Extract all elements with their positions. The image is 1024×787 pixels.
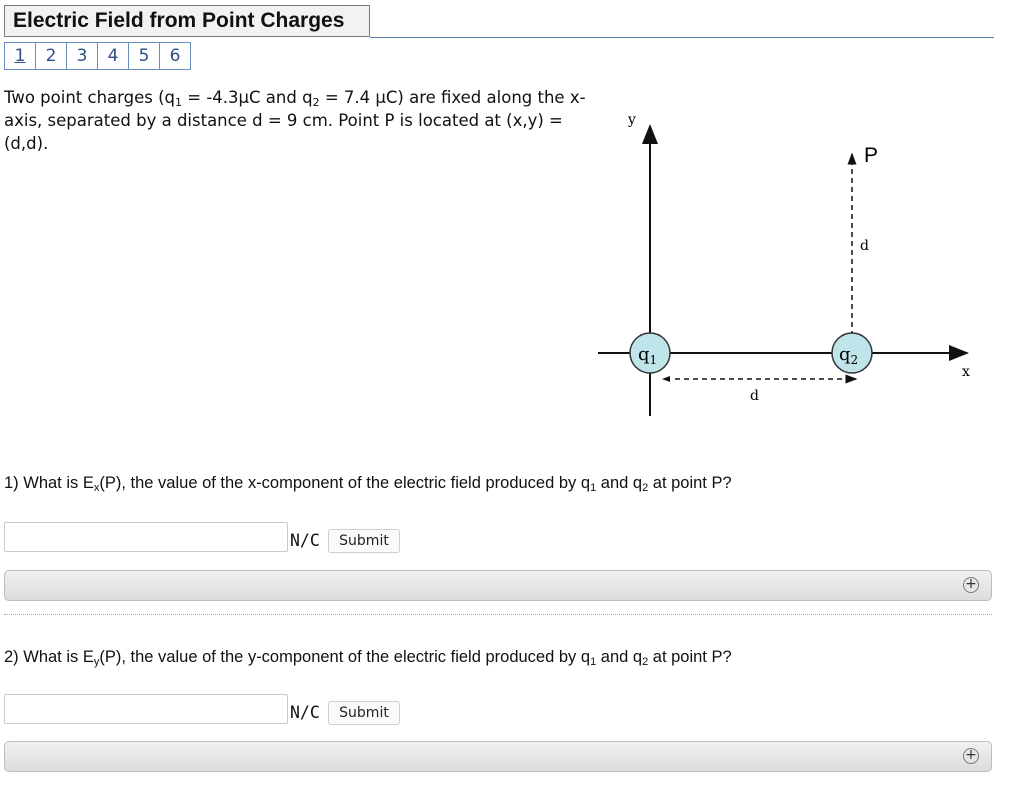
- question-1-sub-2: 2: [642, 482, 649, 494]
- question-2-text-d: at point P?: [648, 648, 732, 666]
- vertical-d-label: d: [860, 238, 869, 254]
- tab-5[interactable]: 5: [128, 42, 160, 70]
- question-1-text-d: at point P?: [648, 474, 732, 492]
- problem-sub-2: 2: [312, 96, 320, 109]
- question-2-text-a: 2) What is E: [4, 648, 94, 666]
- y-axis-label: y: [628, 112, 636, 128]
- question-1-text-b: (P), the value of the x-component of the electric field produced by q: [99, 474, 591, 492]
- question-2-sub-1: 1: [590, 656, 597, 668]
- plus-circle-icon[interactable]: +: [963, 577, 979, 593]
- question-2-sub-component: y: [93, 656, 100, 668]
- submit-2-button[interactable]: Submit: [328, 701, 400, 725]
- problem-text-1: Two point charges (q: [4, 88, 176, 107]
- point-p-label: P: [864, 144, 879, 167]
- hint-1-bar[interactable]: [4, 570, 992, 601]
- question-1-sub-component: x: [93, 482, 100, 494]
- answer-1-unit: N/C: [290, 531, 320, 550]
- question-2-text-c: and q: [596, 648, 643, 666]
- problem-statement: [4, 86, 596, 155]
- submit-1-button[interactable]: Submit: [328, 529, 400, 553]
- title-underline: [370, 37, 994, 38]
- tab-3[interactable]: 3: [66, 42, 98, 70]
- charge-diagram: [590, 104, 990, 424]
- page-title: Electric Field from Point Charges: [4, 5, 370, 37]
- horizontal-d-label: d: [750, 388, 759, 404]
- plus-circle-icon[interactable]: +: [963, 748, 979, 764]
- question-1-text-a: 1) What is E: [4, 474, 94, 492]
- answer-2-unit: N/C: [290, 703, 320, 722]
- tab-6[interactable]: 6: [159, 42, 191, 70]
- problem-text-2: = -4.3μC and q: [182, 88, 313, 107]
- charge-q1-label: $q_1$: [638, 344, 658, 367]
- question-2-sub-2: 2: [642, 656, 649, 668]
- problem-text-3: = 7.4 μC) are fixed along the x-axis, separated by a distance d = 9 cm. Point P is located at (x,y) = (d,d).: [4, 88, 586, 153]
- question-2: [4, 648, 732, 667]
- answer-2-input[interactable]: [4, 694, 288, 724]
- question-2-text-b: (P), the value of the y-component of the electric field produced by q: [99, 648, 591, 666]
- charge-q2-label: $q_2$: [839, 344, 859, 367]
- hint-2-bar[interactable]: [4, 741, 992, 772]
- x-axis-label: x: [962, 364, 970, 380]
- tab-4[interactable]: 4: [97, 42, 129, 70]
- problem-tabs: [4, 42, 190, 70]
- horizontal-arrow-start: [662, 376, 670, 382]
- tab-2[interactable]: 2: [35, 42, 67, 70]
- question-1-sub-1: 1: [590, 482, 597, 494]
- problem-sub-1: 1: [175, 96, 183, 109]
- tab-1[interactable]: 1: [4, 42, 36, 70]
- question-divider: [4, 614, 992, 615]
- question-1-text-c: and q: [596, 474, 643, 492]
- answer-1-input[interactable]: [4, 522, 288, 552]
- question-1: [4, 474, 732, 493]
